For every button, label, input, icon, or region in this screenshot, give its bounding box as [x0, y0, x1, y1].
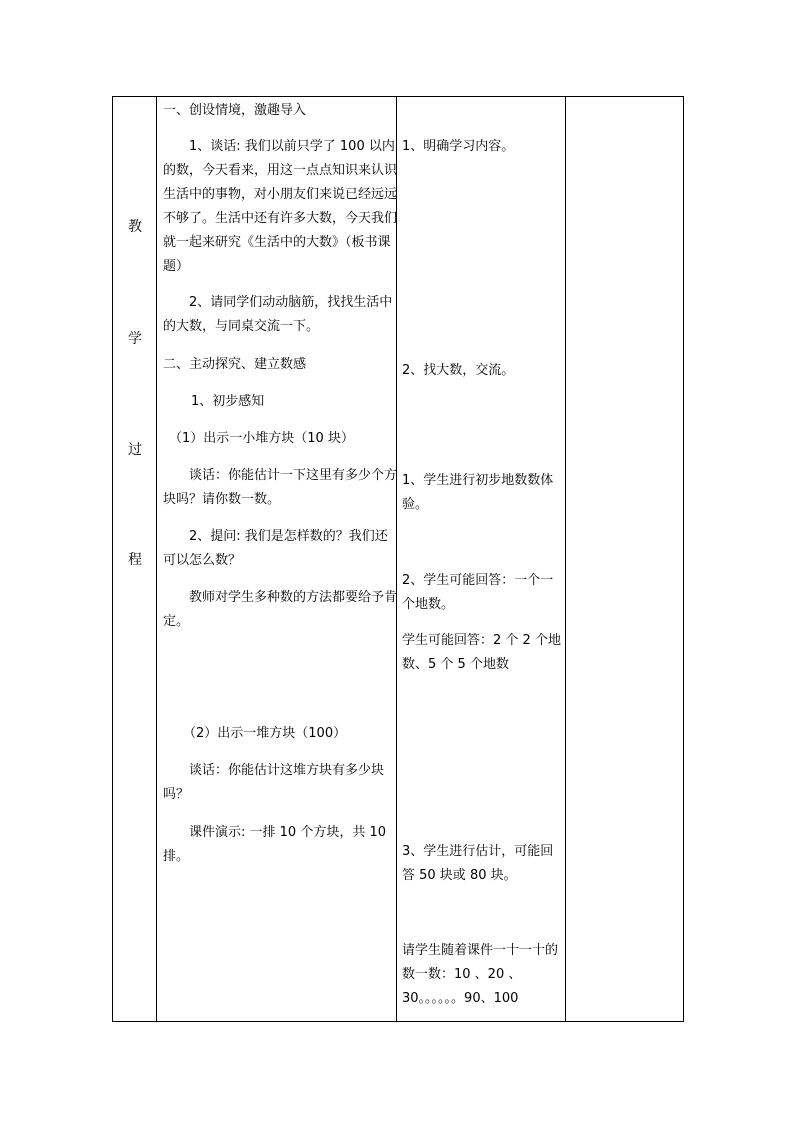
student-response-7: 请学生随着课件一十一十的数一数：10 、20 、30。。。。。。90、100 — [402, 943, 559, 1006]
section-2-demo: 课件演示: 一排 10 个方块，共 10 排。 — [163, 825, 386, 864]
student-response-5: 学生可能回答：2 个 2 个地数、5 个 5 个地数 — [402, 633, 561, 672]
student-response-6: 3、学生进行估计，可能回答 50 块或 80 块。 — [402, 844, 554, 883]
section-1-talk: 1、谈话: 我们以前只学了 100 以内的数，今天看来，用这一点点知识来认识生活中的事物，对小朋友们来说已经远远不够了。生活中还有许多大数，今天我们就一起来研究《生活中的大数》（板书课题） — [163, 139, 398, 274]
section-2-item-1: （1）出示一小堆方块（10 块） — [169, 431, 354, 446]
side-label-char-4: 程 — [128, 552, 142, 568]
section-2-title: 二、主动探究、建立数感 — [163, 357, 307, 372]
student-response-2: 2、找大数，交流。 — [402, 363, 515, 378]
lesson-table — [112, 96, 684, 1022]
student-response-1: 1、明确学习内容。 — [402, 139, 515, 154]
section-2-affirm: 教师对学生多种数的方法都要给予肯定。 — [163, 590, 398, 629]
section-2-talk-2: 谈话：你能估计这堆方块有多少块吗？ — [163, 763, 385, 802]
section-2-ask-2: 2、提问: 我们是怎样数的？我们还可以怎么数？ — [163, 529, 388, 568]
section-2-talk-1: 谈话：你能估计一下这里有多少个方块吗？请你数一数。 — [163, 468, 398, 507]
section-1-ask: 2、请同学们动动脑筋，找找生活中的大数，与同桌交流一下。 — [163, 295, 393, 334]
section-2-subtitle: 1、初步感知 — [191, 394, 265, 409]
side-label-char-1: 教 — [128, 219, 142, 235]
student-response-3: 1、学生进行初步地数数体验。 — [402, 473, 554, 512]
section-2-item-2: （2）出示一堆方块（100） — [183, 726, 347, 741]
side-label-char-2: 学 — [128, 331, 142, 347]
side-label-char-3: 过 — [128, 442, 142, 458]
student-response-4: 2、学生可能回答：一个一个地数。 — [402, 573, 554, 612]
section-1-title: 一、创设情境，激趣导入 — [163, 103, 307, 118]
column-divider-3 — [565, 97, 566, 1021]
